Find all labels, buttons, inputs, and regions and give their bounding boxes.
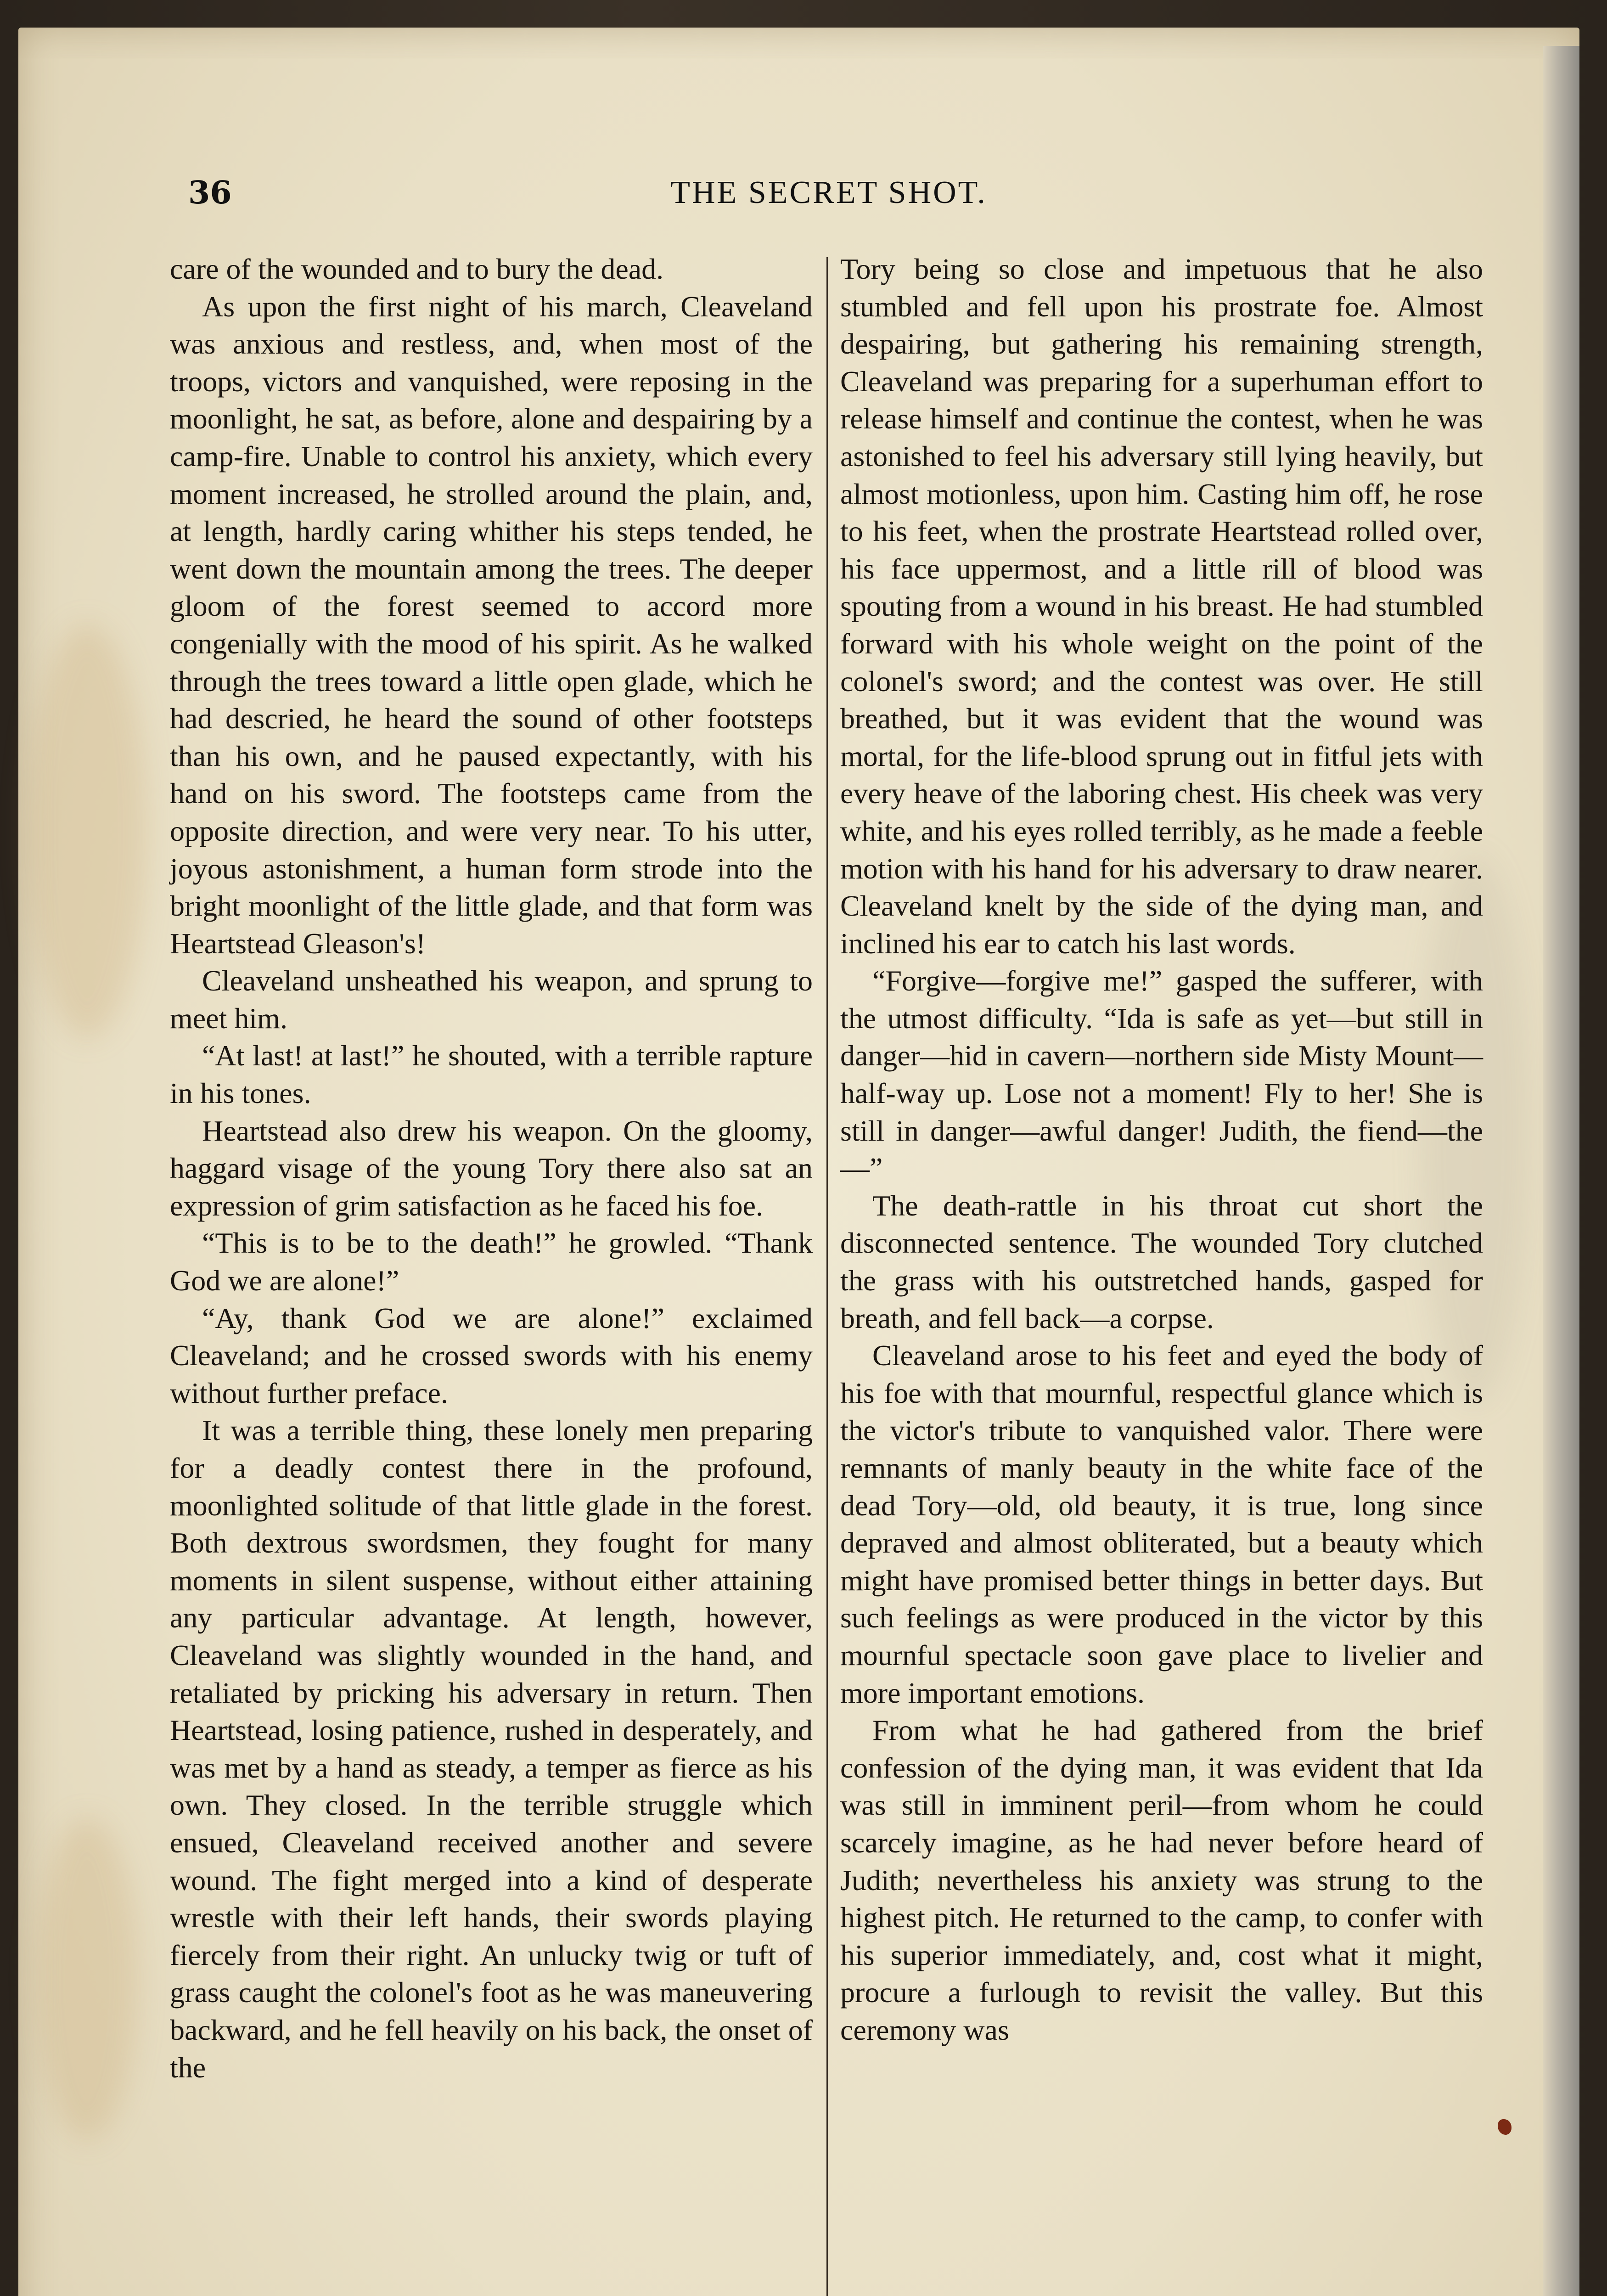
left-column xyxy=(170,250,813,2086)
column-divider xyxy=(826,257,828,2296)
paragraph: “Forgive—forgive me!” gasped the sufferer, with the utmost difficulty. “Ida is safe as yet—but still in danger—hid in cavern—northern side Misty Mount—half-way up. Lose not a moment! Fly to her! She is still in danger—awful danger! Judith, the fiend—the—” xyxy=(840,964,1483,1185)
age-stain xyxy=(28,625,147,1038)
age-stain xyxy=(37,1818,138,2140)
page-number: 36 xyxy=(188,174,232,211)
paragraph: “At last! at last!” he shouted, with a terrible rapture in his tones. xyxy=(170,1039,813,1110)
paragraph: care of the wounded and to bury the dead. xyxy=(170,253,664,285)
paragraph: “This is to be to the death!” he growled. “Thank God we are alone!” xyxy=(170,1227,813,1297)
paragraph: “Ay, thank God we are alone!” exclaimed Cleaveland; and he crossed swords with his enemy without further preface. xyxy=(170,1301,813,1409)
paragraph: From what he had gathered from the brief confession of the dying man, it was evident that Ida was still in imminent peril—from whom he could scarcely imagine, as he had never before heard of Judith; nevertheless his anxiety was strung to the highest pitch. He returned to the camp, to confer with his superior immediately, and, cost what it might, procure a furlough to revisit the valley. But this ceremony was xyxy=(840,1714,1483,2046)
page-header xyxy=(170,174,1488,230)
paragraph: It was a terrible thing, these lonely men preparing for a deadly contest there in the profound, moonlighted solitude of that little glade in the forest. Both dextrous swordsmen, they fought for many moments in silent suspense, without either attaining any particular advantage. At length, however, Cleaveland was slightly wounded in the hand, and retaliated by pricking his adversary in return. Then Heartstead, losing patience, rushed in desperately, and was met by a hand as steady, a temper as fierce as his own. They closed. In the terrible struggle which ensued, Cleaveland received another and severe wound. The fight merged into a kind of desperate wrestle with their left hands, their swords playing fiercely from their right. An unlucky twig or tuft of grass caught the colonel's foot as he was maneuvering backward, and he fell heavily on his back, the onset of the xyxy=(170,1414,813,2084)
paragraph: Tory being so close and impetuous that he also stumbled and fell upon his prostrate foe. Almost despairing, but gathering his remaining strength, Cleaveland was preparing for a superhuman effort to release himself and continue the contest, when he was astonished to feel his adversary still lying heavily, but almost motionless, upon him. Casting him off, he rose to his feet, when the prostrate Heartstead rolled over, his face uppermost, and a little rill of blood was spouting from a wound in his breast. He had stumbled forward with his whole weight on the point of the colonel's sword; and the contest was over. He still breathed, but it was evident that the wound was mortal, for the life-blood sprung out in fitful jets with every heave of the laboring chest. His cheek was very white, and his eyes rolled terribly, as he made a feeble motion with his hand for his adversary to draw nearer. Cleaveland knelt by the side of the dying man, and inclined his ear to catch his last words. xyxy=(840,253,1483,960)
paragraph: As upon the first night of his march, Cleaveland was anxious and restless, and, when most of the troops, victors and vanquished, were reposing in the moonlight, he sat, as before, alone and despairing by a camp-fire. Unable to control his anxiety, which every moment increased, he strolled around the plain, and, at length, hardly caring whither his steps tended, he went down the mountain among the trees. The deeper gloom of the forest seemed to accord more congenially with the mood of his spirit. As he walked through the trees toward a little open glade, which he had descried, he heard the sound of other footsteps than his own, and he paused expectantly, with his hand on his sword. The footsteps came from the opposite direction, and were very near. To his utter, joyous astonishment, a human form strode into the bright moonlight of the little glade, and that form was Heartstead Gleason's! xyxy=(170,290,813,960)
paragraph: Heartstead also drew his weapon. On the gloomy, haggard visage of the young Tory there also sat an expression of grim satisfaction as he faced his foe. xyxy=(170,1114,813,1222)
paragraph: Cleaveland unsheathed his weapon, and sprung to meet him. xyxy=(170,964,813,1035)
page-edge xyxy=(1543,46,1579,2296)
paragraph: The death-rattle in his throat cut short the disconnected sentence. The wounded Tory clutched the grass with his outstretched hands, gasped for breath, and fell back—a corpse. xyxy=(840,1189,1483,1334)
running-head: THE SECRET SHOT. xyxy=(670,175,987,210)
paragraph: Cleaveland arose to his feet and eyed the body of his foe with that mournful, respectful glance which is the victor's tribute to vanquished valor. There were remnants of manly beauty in the white face of the dead Tory—old, old beauty, it is true, long since depraved and almost obliterated, but a beauty which might have promised better things in better days. But such feelings as were produced in the victor by this mournful spectacle soon gave place to livelier and more important emotions. xyxy=(840,1339,1483,1709)
right-column xyxy=(840,250,1483,2049)
